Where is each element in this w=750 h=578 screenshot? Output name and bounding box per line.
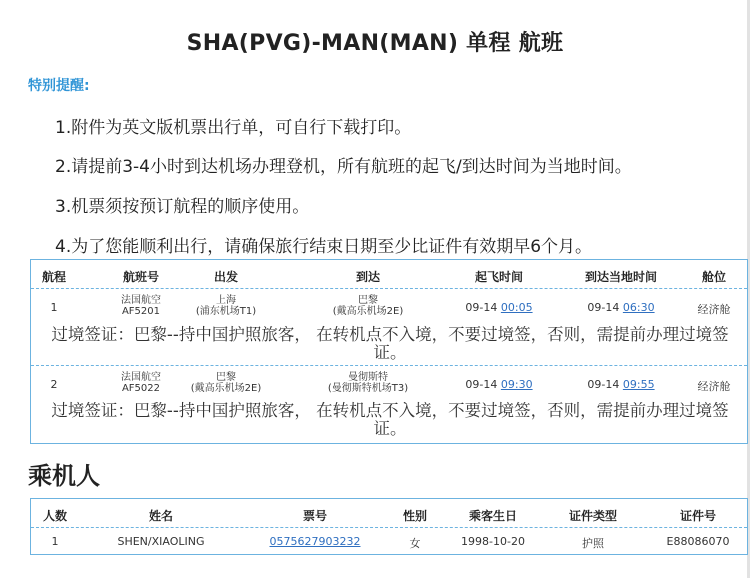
departure-airport: (戴高乐机场2E) xyxy=(190,383,262,394)
arrival-time-link[interactable]: 06:30 xyxy=(622,301,655,314)
departure-date: 09-14 xyxy=(465,301,498,314)
ticket-number-link[interactable]: 0575627903232 xyxy=(269,535,361,548)
arrival-airport: (曼彻斯特机场T3) xyxy=(327,383,409,394)
arrival-date: 09-14 xyxy=(587,301,620,314)
divider xyxy=(31,527,747,528)
table-row xyxy=(31,369,747,397)
arrival-city: 曼彻斯特 xyxy=(348,372,388,383)
visa-note: 过境签证：巴黎--持中国护照旅客， 在转机点不入境，不要过境签，否则，需提前办理过境签证。 xyxy=(51,325,729,362)
flights-header-row xyxy=(31,260,747,288)
departure-date: 09-14 xyxy=(465,378,498,391)
col-header-seq: 航程 xyxy=(41,270,66,284)
flights-table xyxy=(30,259,748,444)
arrival-time xyxy=(561,378,681,391)
divider xyxy=(31,365,747,366)
passenger-gender: 女 xyxy=(409,537,421,550)
flight-airline: 法国航空 xyxy=(121,372,161,383)
flight-airline: 法国航空 xyxy=(121,295,161,306)
passenger-count: 1 xyxy=(51,535,59,548)
id-type: 护照 xyxy=(582,537,604,550)
notice-item: 1.附件为英文版机票出行单，可自行下载打印。 xyxy=(55,118,412,138)
cabin-class: 经济舱 xyxy=(697,303,731,316)
flight-number: AF5022 xyxy=(121,383,161,394)
flight-seq: 1 xyxy=(50,301,58,314)
departure-time-link[interactable]: 09:30 xyxy=(500,378,533,391)
visa-note: 过境签证：巴黎--持中国护照旅客， 在转机点不入境，不要过境签，否则，需提前办理过境签证。 xyxy=(51,401,729,438)
ticket-number xyxy=(243,535,387,548)
notice-heading: 特别提醒: xyxy=(28,78,90,94)
departure-time-link[interactable]: 00:05 xyxy=(500,301,533,314)
departure-time xyxy=(439,301,559,314)
arrival-airport: (戴高乐机场2E) xyxy=(332,306,404,317)
cabin-class: 经济舱 xyxy=(697,380,731,393)
passenger-birthday: 1998-10-20 xyxy=(461,535,525,548)
departure-city: 上海 xyxy=(216,295,236,306)
col-header-arr-time: 到达当地时间 xyxy=(584,270,657,284)
arrival-city: 巴黎 xyxy=(358,295,378,306)
passengers-table xyxy=(30,498,748,555)
col-header-flight-no: 航班号 xyxy=(122,270,159,284)
notice-item: 4.为了您能顺利出行，请确保旅行结束日期至少比证件有效期早6个月。 xyxy=(55,237,593,257)
id-number: E88086070 xyxy=(666,535,730,548)
flight-number: AF5201 xyxy=(121,306,161,317)
col-header-dep-time: 起飞时间 xyxy=(474,270,523,284)
col-header-cabin: 舱位 xyxy=(701,270,726,284)
departure-city: 巴黎 xyxy=(216,372,236,383)
col-header-arrival: 到达 xyxy=(355,270,380,284)
page-title: SHA(PVG)-MAN(MAN) 单程 航班 xyxy=(186,31,564,56)
col-header-id-type: 证件类型 xyxy=(568,509,617,523)
arrival-time xyxy=(561,301,681,314)
passengers-section-title: 乘机人 xyxy=(28,462,100,490)
col-header-birthday: 乘客生日 xyxy=(468,509,517,523)
departure-airport: (浦东机场T1) xyxy=(195,306,257,317)
arrival-date: 09-14 xyxy=(587,378,620,391)
table-row xyxy=(31,292,747,320)
departure-time xyxy=(439,378,559,391)
notice-item: 3.机票须按预订航程的顺序使用。 xyxy=(55,197,310,217)
passenger-name: SHEN/XIAOLING xyxy=(117,535,205,548)
table-row xyxy=(31,529,747,553)
col-header-count: 人数 xyxy=(42,509,67,523)
col-header-gender: 性别 xyxy=(402,509,427,523)
notice-item: 2.请提前3-4小时到达机场办理登机，所有航班的起飞/到达时间为当地时间。 xyxy=(55,157,632,177)
arrival-time-link[interactable]: 09:55 xyxy=(622,378,655,391)
col-header-id-no: 证件号 xyxy=(679,509,716,523)
col-header-departure: 出发 xyxy=(213,270,238,284)
flight-seq: 2 xyxy=(50,378,58,391)
passengers-header-row xyxy=(31,499,747,527)
col-header-ticket-no: 票号 xyxy=(302,509,327,523)
divider xyxy=(31,288,747,289)
col-header-name: 姓名 xyxy=(148,509,173,523)
